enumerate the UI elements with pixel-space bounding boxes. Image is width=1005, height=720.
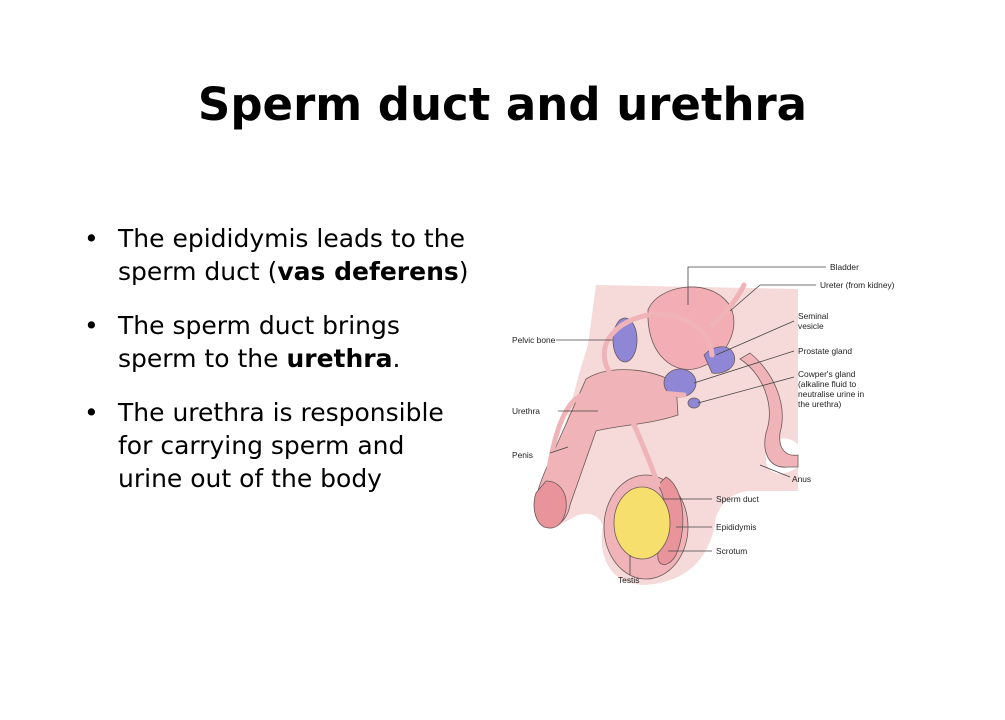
label-epididymis: Epididymis [716, 522, 757, 532]
male-reproductive-diagram [498, 255, 895, 595]
label-prostate: Prostate gland [798, 346, 853, 356]
label-testis: Testis [618, 575, 640, 585]
label-ureter: Ureter (from kidney) [820, 280, 895, 290]
label-pelvic-bone: Pelvic bone [512, 335, 556, 345]
testis [614, 487, 670, 559]
label-urethra: Urethra [512, 406, 540, 416]
bullet-item: • The urethra is responsible for carrying sperm and urine out of the body [84, 396, 469, 495]
label-anus: Anus [792, 474, 812, 484]
label-sperm-duct: Sperm duct [716, 494, 759, 504]
label-seminal-vesicle: Seminal vesicle [798, 311, 829, 331]
label-cowpers: Cowper's gland (alkaline fluid to neutralise urine in the urethra) [798, 369, 865, 409]
bullet-item: • The epididymis leads to the sperm duct (vas deferens) [84, 222, 469, 288]
label-penis: Penis [512, 450, 533, 460]
bullet-item: • The sperm duct brings sperm to the urethra. [84, 309, 469, 375]
label-scrotum: Scrotum [716, 546, 748, 556]
label-bladder: Bladder [830, 262, 859, 272]
slide-title: Sperm duct and urethra [197, 78, 808, 131]
bullet-list [84, 222, 469, 516]
